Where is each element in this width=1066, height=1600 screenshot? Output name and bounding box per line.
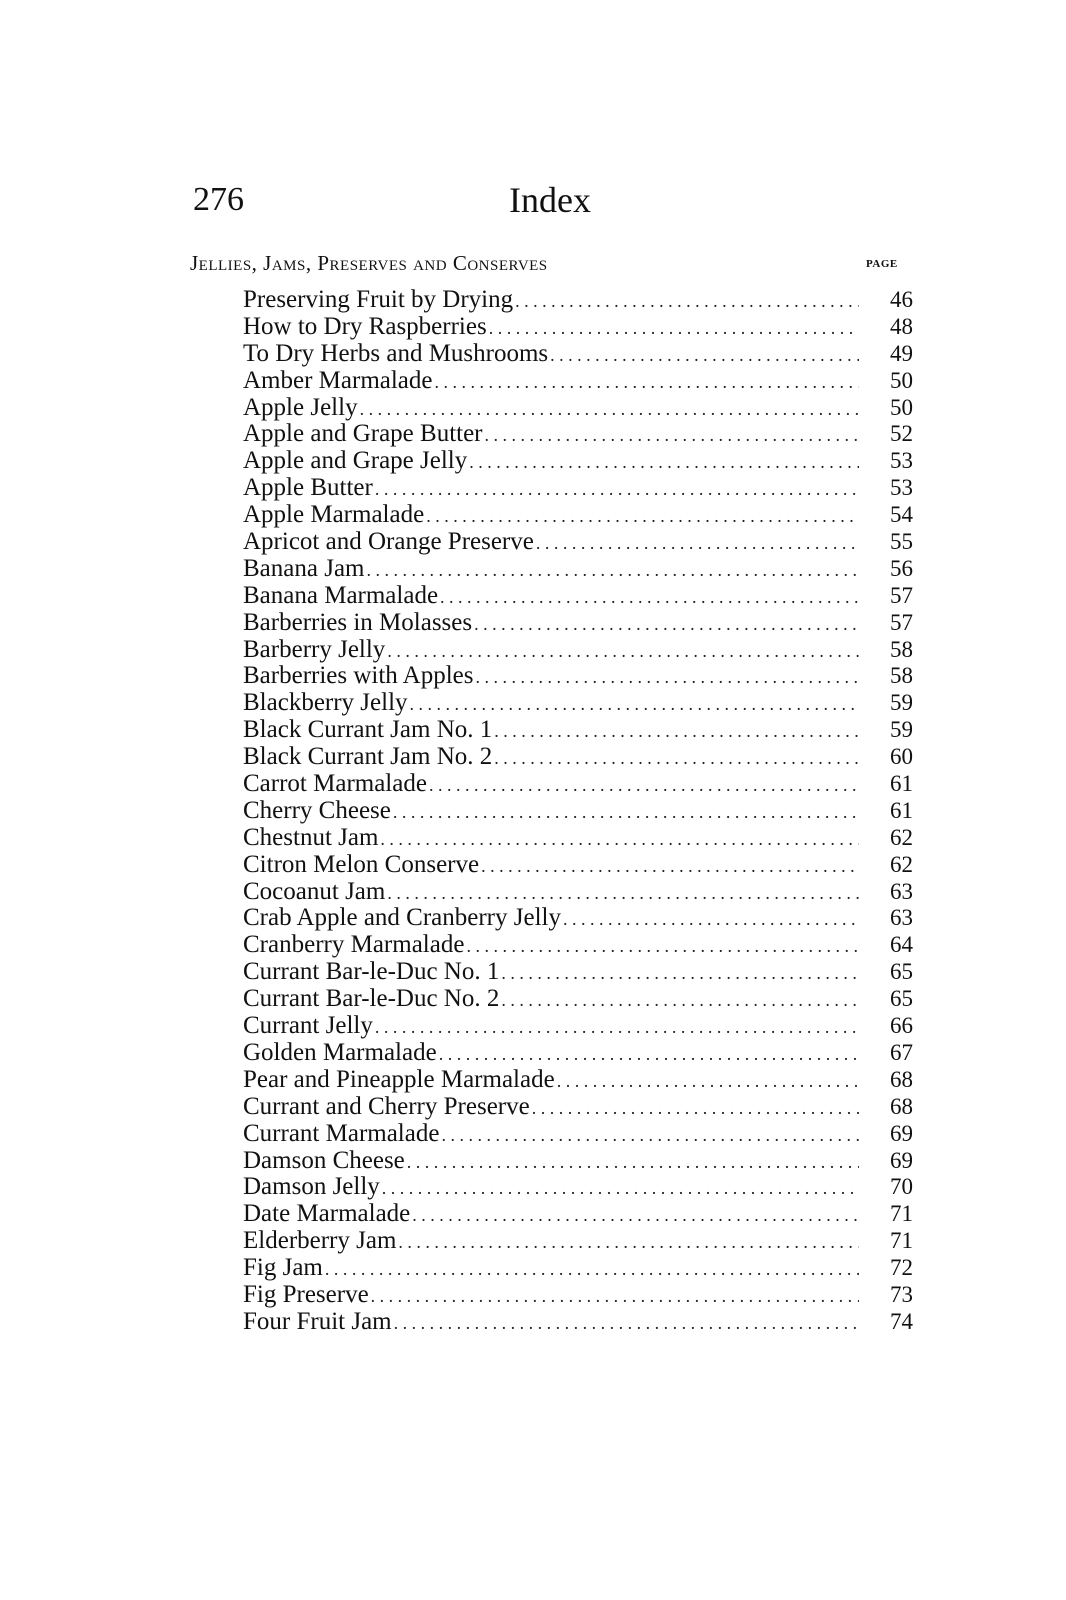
- dot-leader: [382, 1175, 859, 1202]
- entry-page-number: 57: [890, 582, 913, 608]
- index-entry: [243, 932, 913, 959]
- index-entry: [243, 421, 913, 448]
- entry-page-number: 69: [890, 1147, 913, 1173]
- index-entry: [243, 771, 913, 798]
- entry-page-number: 49: [890, 340, 913, 366]
- dot-leader: [375, 1014, 859, 1041]
- entry-page-number: 64: [890, 932, 913, 958]
- page-title: Index: [509, 180, 591, 220]
- dot-leader: [494, 718, 859, 745]
- dot-leader: [485, 422, 859, 449]
- entry-title: How to Dry Raspberries: [243, 312, 487, 340]
- dot-leader: [557, 1068, 859, 1095]
- dot-leader: [325, 1256, 859, 1283]
- dot-leader: [439, 1041, 859, 1068]
- entry-title: Elderberry Jam: [243, 1227, 397, 1255]
- entry-page-number: 72: [890, 1255, 913, 1281]
- index-entry: [243, 1040, 913, 1067]
- dot-leader: [360, 396, 859, 423]
- entry-title: Four Fruit Jam: [243, 1307, 392, 1335]
- entry-page-number: 50: [890, 367, 913, 393]
- entry-page-number: 62: [890, 824, 913, 850]
- entry-page-number: 50: [890, 394, 913, 420]
- entry-title: Apple and Grape Jelly: [243, 447, 468, 475]
- dot-leader: [536, 530, 859, 557]
- dot-leader: [394, 1310, 859, 1337]
- index-entry: [243, 314, 913, 341]
- entry-title: Fig Jam: [243, 1254, 323, 1282]
- index-entry: [243, 341, 913, 368]
- index-entry: [243, 825, 913, 852]
- entry-title: Fig Preserve: [243, 1280, 369, 1308]
- dot-leader: [474, 611, 859, 638]
- index-entry: [243, 1067, 913, 1094]
- entry-title: Carrot Marmalade: [243, 770, 427, 798]
- index-entry: [243, 1094, 913, 1121]
- entry-page-number: 56: [890, 555, 913, 581]
- entry-title: Cherry Cheese: [243, 796, 391, 824]
- entry-title: Currant Marmalade: [243, 1119, 440, 1147]
- entry-title: Pear and Pineapple Marmalade: [243, 1065, 555, 1093]
- index-entry: [243, 663, 913, 690]
- dot-leader: [532, 1095, 859, 1122]
- entry-title: Chestnut Jam: [243, 823, 379, 851]
- dot-leader: [441, 1122, 859, 1149]
- index-entry: [243, 690, 913, 717]
- entry-title: Black Currant Jam No. 2: [243, 743, 493, 771]
- dot-leader: [440, 584, 859, 611]
- index-entry: [243, 287, 913, 314]
- index-entry: [243, 529, 913, 556]
- dot-leader: [489, 315, 859, 342]
- entry-title: Golden Marmalade: [243, 1038, 437, 1066]
- dot-leader: [476, 664, 859, 691]
- dot-leader: [371, 1283, 859, 1310]
- entry-title: Banana Marmalade: [243, 581, 439, 609]
- entry-title: Banana Jam: [243, 554, 365, 582]
- index-entry: [243, 502, 913, 529]
- index-entry: [243, 798, 913, 825]
- dot-leader: [410, 691, 859, 718]
- index-entry: [243, 637, 913, 664]
- entry-page-number: 58: [890, 663, 913, 689]
- dot-leader: [515, 288, 859, 315]
- entry-page-number: 65: [890, 986, 913, 1012]
- dot-leader: [366, 557, 859, 584]
- dot-leader: [426, 503, 859, 530]
- index-entry: [243, 744, 913, 771]
- index-entry: [243, 395, 913, 422]
- entry-title: Blackberry Jelly: [243, 689, 408, 717]
- entry-title: Apple Marmalade: [243, 501, 425, 529]
- entry-title: Apple and Grape Butter: [243, 420, 483, 448]
- entry-page-number: 63: [890, 905, 913, 931]
- index-entry: [243, 448, 913, 475]
- entry-page-number: 62: [890, 851, 913, 877]
- dot-leader: [387, 638, 859, 665]
- dot-leader: [501, 987, 859, 1014]
- section-heading: Jellies, Jams, Preserves and Conserves: [190, 251, 548, 275]
- dot-leader: [494, 745, 859, 772]
- dot-leader: [412, 1202, 859, 1229]
- entry-page-number: 61: [890, 771, 913, 797]
- dot-leader: [466, 933, 859, 960]
- entry-page-number: 59: [890, 717, 913, 743]
- entry-title: Currant and Cherry Preserve: [243, 1092, 530, 1120]
- entry-title: Barberries in Molasses: [243, 608, 473, 636]
- entry-page-number: 71: [890, 1228, 913, 1254]
- index-entry: [243, 1255, 913, 1282]
- entry-title: To Dry Herbs and Mushrooms: [243, 339, 549, 367]
- entry-title: Cranberry Marmalade: [243, 931, 465, 959]
- entry-page-number: 73: [890, 1281, 913, 1307]
- entry-title: Citron Melon Conserve: [243, 850, 480, 878]
- entry-title: Barberry Jelly: [243, 635, 386, 663]
- entry-page-number: 53: [890, 475, 913, 501]
- dot-leader: [375, 476, 859, 503]
- entry-page-number: 71: [890, 1201, 913, 1227]
- entry-title: Crab Apple and Cranberry Jelly: [243, 904, 561, 932]
- entry-page-number: 69: [890, 1120, 913, 1146]
- index-entry-list: [243, 287, 913, 1336]
- entry-page-number: 68: [890, 1066, 913, 1092]
- dot-leader: [469, 449, 859, 476]
- entry-page-number: 48: [890, 313, 913, 339]
- index-entry: [243, 717, 913, 744]
- entry-page-number: 68: [890, 1093, 913, 1119]
- entry-title: Currant Bar-le-Duc No. 2: [243, 985, 500, 1013]
- entry-title: Amber Marmalade: [243, 366, 433, 394]
- index-entry: [243, 1201, 913, 1228]
- index-entry: [243, 1013, 913, 1040]
- entry-page-number: 74: [890, 1308, 913, 1334]
- entry-title: Currant Jelly: [243, 1012, 373, 1040]
- dot-leader: [481, 853, 859, 880]
- entry-page-number: 63: [890, 878, 913, 904]
- entry-page-number: 70: [890, 1174, 913, 1200]
- entry-title: Preserving Fruit by Drying: [243, 286, 514, 313]
- entry-title: Damson Cheese: [243, 1146, 405, 1174]
- index-entry: [243, 852, 913, 879]
- entry-page-number: 65: [890, 959, 913, 985]
- index-entry: [243, 1174, 913, 1201]
- index-entry: [243, 1228, 913, 1255]
- index-entry: [243, 905, 913, 932]
- entry-title: Apricot and Orange Preserve: [243, 528, 534, 556]
- dot-leader: [387, 880, 859, 907]
- index-entry: [243, 1309, 913, 1336]
- index-entry: [243, 879, 913, 906]
- entry-page-number: 55: [890, 529, 913, 555]
- entry-title: Cocoanut Jam: [243, 877, 386, 905]
- dot-leader: [435, 369, 859, 396]
- entry-page-number: 67: [890, 1039, 913, 1065]
- entry-page-number: 54: [890, 502, 913, 528]
- index-entry: [243, 368, 913, 395]
- dot-leader: [550, 342, 859, 369]
- dot-leader: [380, 826, 859, 853]
- page-column-label: PAGE: [866, 258, 898, 270]
- index-entry: [243, 556, 913, 583]
- entry-title: Currant Bar-le-Duc No. 1: [243, 958, 500, 986]
- entry-page-number: 46: [890, 287, 913, 312]
- entry-page-number: 58: [890, 636, 913, 662]
- entry-title: Barberries with Apples: [243, 662, 474, 690]
- entry-page-number: 59: [890, 690, 913, 716]
- dot-leader: [563, 906, 859, 933]
- entry-page-number: 52: [890, 421, 913, 447]
- entry-title: Damson Jelly: [243, 1173, 380, 1201]
- entry-page-number: 66: [890, 1013, 913, 1039]
- dot-leader: [407, 1149, 859, 1176]
- entry-title: Black Currant Jam No. 1: [243, 716, 493, 744]
- entry-page-number: 53: [890, 448, 913, 474]
- entry-page-number: 61: [890, 797, 913, 823]
- index-entry: [243, 1148, 913, 1175]
- index-entry: [243, 583, 913, 610]
- index-entry: [243, 610, 913, 637]
- entry-page-number: 60: [890, 744, 913, 770]
- index-entry: [243, 986, 913, 1013]
- index-entry: [243, 959, 913, 986]
- index-entry: [243, 475, 913, 502]
- entry-title: Date Marmalade: [243, 1200, 411, 1228]
- page-number: 276: [193, 181, 244, 218]
- entry-title: Apple Jelly: [243, 393, 358, 421]
- entry-title: Apple Butter: [243, 474, 373, 502]
- index-entry: [243, 1121, 913, 1148]
- entry-page-number: 57: [890, 609, 913, 635]
- dot-leader: [398, 1229, 859, 1256]
- dot-leader: [393, 799, 859, 826]
- index-entry: [243, 1282, 913, 1309]
- dot-leader: [429, 772, 859, 799]
- dot-leader: [501, 960, 859, 987]
